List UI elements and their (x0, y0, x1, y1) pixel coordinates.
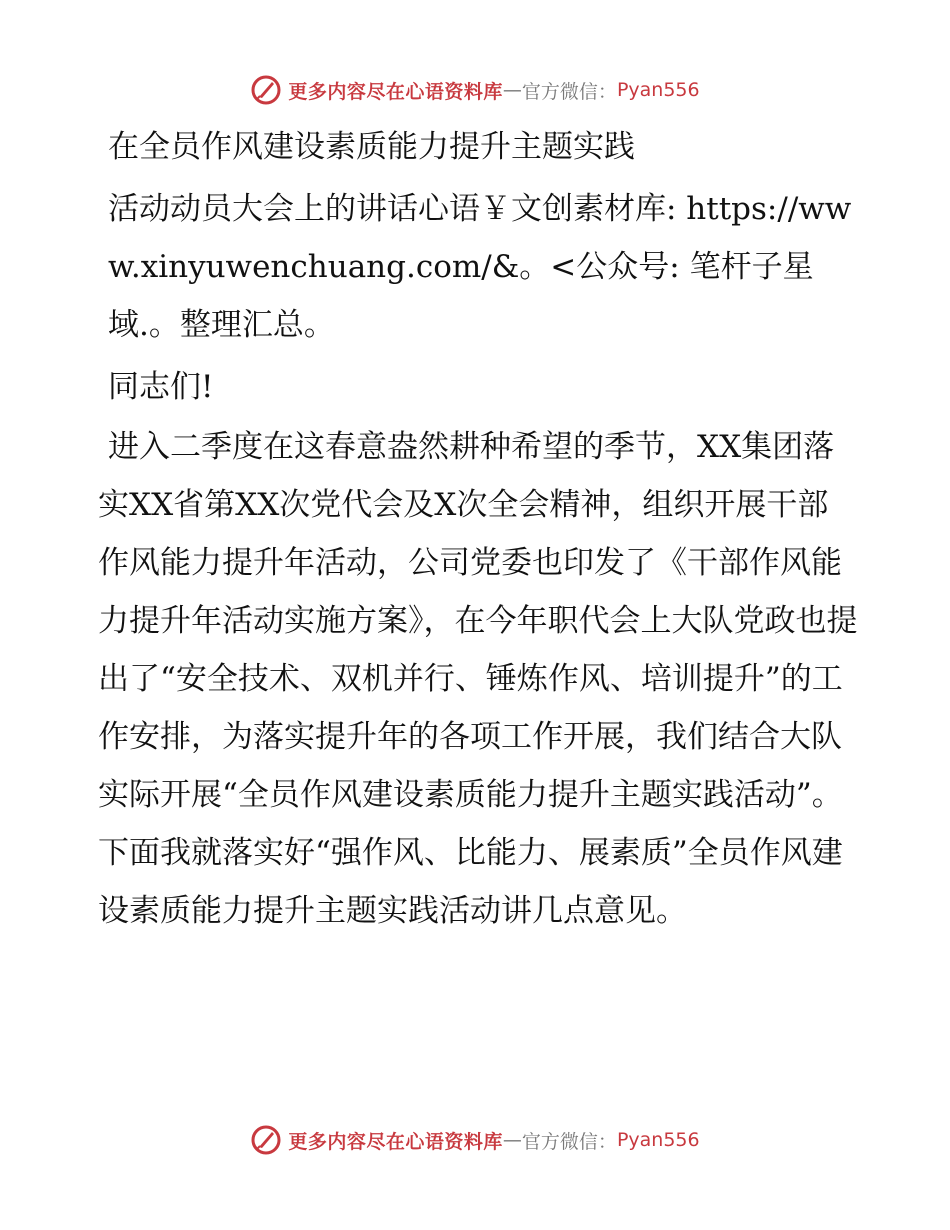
document-body (98, 118, 858, 940)
watermark-official-label: 官方微信： (521, 80, 617, 103)
watermark-dash: — (502, 79, 522, 101)
watermark-handle: Pyan556 (616, 1129, 700, 1151)
quill-logo-icon (250, 74, 282, 106)
body-paragraph: 进入二季度在这春意盎然耕种希望的季节，XX集团落实XX省第XX次党代会及X次全会精神，组织开展干部作风能力提升年活动，公司党委也印发了《干部作风能力提升年活动实施方案》，在今年职代会上大队党政也提出了“安全技术、双机并行、锤炼作风、培训提升”的工作安排，为落实提升年的各项工作开展，我们结合大队实际开展“全员作风建设素质能力提升主题实践活动”。下面我就落实好“强作风、比能力、展素质”全员作风建设素质能力提升主题实践活动讲几点意见。 (98, 429, 858, 929)
salutation: 同志们! (108, 369, 214, 405)
header-watermark (0, 70, 950, 110)
watermark-official-label: 官方微信： (521, 1130, 617, 1153)
document-title-line-1: 在全员作风建设素质能力提升主题实践 (108, 129, 635, 165)
watermark-handle: Pyan556 (616, 79, 700, 101)
footer-watermark (0, 1120, 950, 1160)
document-title-line-2: 活动动员大会上的讲话心语￥文创素材库: https://www.xinyuwenchuang.com/&。<公众号: 笔杆子星域.。整理汇总。 (108, 191, 852, 343)
watermark-dash: — (502, 1129, 522, 1151)
quill-logo-icon (250, 1124, 282, 1156)
watermark-brand: 更多内容尽在心语资料库 (288, 80, 503, 103)
watermark-brand: 更多内容尽在心语资料库 (288, 1130, 503, 1153)
